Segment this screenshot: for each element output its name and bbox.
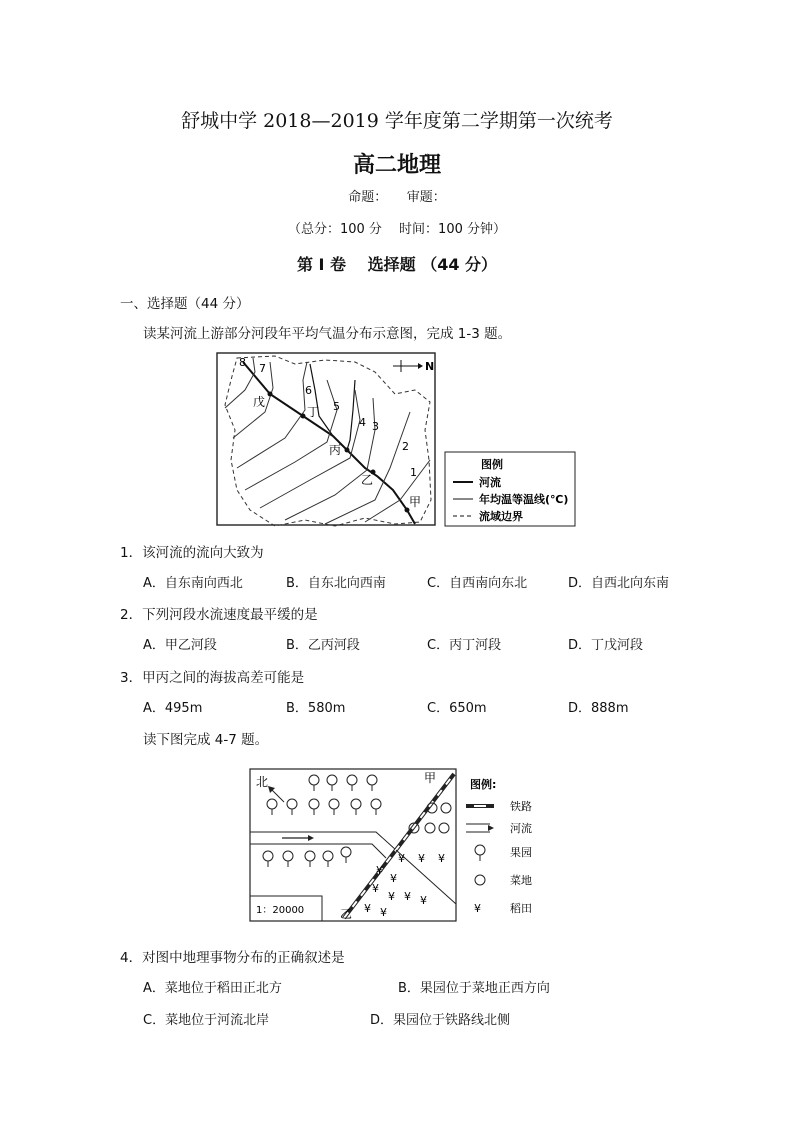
contour-label: 4 bbox=[359, 416, 366, 429]
intro-q4-7: 读下图完成 4-7 题。 bbox=[143, 732, 269, 748]
map2-legend-title: 图例: bbox=[470, 778, 497, 791]
river-flow-arrowhead bbox=[308, 835, 314, 841]
q3-option-b[interactable]: B．580m bbox=[286, 701, 346, 716]
legend-isotherm: 年均温等温线(℃) bbox=[479, 493, 569, 506]
contour-label: 7 bbox=[259, 362, 266, 375]
point-wu bbox=[268, 392, 273, 397]
point-label-jia: 甲 bbox=[409, 495, 422, 509]
q1-option-a[interactable]: A．自东南向西北 bbox=[143, 576, 243, 591]
question-2: 2．下列河段水流速度最平缓的是 bbox=[120, 607, 318, 623]
scale-label: 1：20000 bbox=[256, 905, 305, 916]
tributary-1 bbox=[310, 364, 333, 436]
svg-text:¥: ¥ bbox=[372, 882, 379, 895]
q4-option-d[interactable]: D．果园位于铁路线北侧 bbox=[370, 1013, 511, 1028]
river-isotherm-map bbox=[215, 350, 580, 530]
svg-text:¥: ¥ bbox=[390, 872, 397, 885]
north-label: 北 bbox=[256, 775, 269, 789]
contour-label: 5 bbox=[333, 400, 340, 413]
point-ding bbox=[301, 414, 306, 419]
q4-option-a[interactable]: A．菜地位于稻田正北方 bbox=[143, 981, 282, 996]
intro-q1-3: 读某河流上游部分河段年平均气温分布示意图，完成 1-3 题。 bbox=[143, 326, 512, 342]
q2-option-d[interactable]: D．丁戊河段 bbox=[568, 638, 644, 653]
q3-option-c[interactable]: C．650m bbox=[427, 701, 487, 716]
point-label-yi: 乙 bbox=[340, 907, 353, 921]
tributary-2 bbox=[347, 380, 355, 450]
q1-option-b[interactable]: B．自东北向西南 bbox=[286, 576, 386, 591]
contour-label: 8 bbox=[239, 356, 246, 369]
river-lower-bank bbox=[250, 844, 386, 858]
question-1: 1．该河流的流向大致为 bbox=[120, 545, 264, 561]
svg-text:¥: ¥ bbox=[404, 890, 411, 903]
land-use-map bbox=[248, 766, 548, 926]
exam-title: 舒城中学 2018—2019 学年度第二学期第一次统考 bbox=[181, 110, 613, 132]
contour-label: 1 bbox=[410, 466, 417, 479]
q3-option-a[interactable]: A．495m bbox=[143, 701, 203, 716]
legend-railway: 铁路 bbox=[510, 800, 532, 813]
q4-option-c[interactable]: C．菜地位于河流北岸 bbox=[143, 1013, 270, 1028]
q2-option-c[interactable]: C．丙丁河段 bbox=[427, 638, 502, 653]
legend-boundary: 流域边界 bbox=[479, 510, 523, 523]
legend-title: 图例 bbox=[481, 458, 503, 471]
svg-text:¥: ¥ bbox=[380, 906, 387, 919]
q3-option-d[interactable]: D．888m bbox=[568, 701, 629, 716]
legend-paddy-symbol: ¥ bbox=[474, 902, 481, 915]
contour-label: 6 bbox=[305, 384, 312, 397]
point-label-jia: 甲 bbox=[424, 771, 437, 785]
legend-paddy: 稻田 bbox=[510, 902, 532, 915]
q1-option-d[interactable]: D．自西北向东南 bbox=[568, 576, 670, 591]
orchard-symbols bbox=[263, 775, 381, 867]
point-bing bbox=[345, 448, 350, 453]
north-label: N bbox=[425, 360, 435, 373]
contour-label: 3 bbox=[372, 420, 379, 433]
north-arrow-icon bbox=[393, 360, 423, 372]
subject-title: 高二地理 bbox=[352, 153, 441, 178]
part-heading: 第 I 卷 选择题 （44 分） bbox=[296, 255, 498, 274]
authors-line: 命题： 审题： bbox=[348, 190, 446, 205]
point-label-ding: 丁 bbox=[307, 405, 320, 419]
paddy-symbols bbox=[364, 852, 445, 919]
legend-orchard-symbol bbox=[475, 845, 485, 855]
q4-option-b[interactable]: B．果园位于菜地正西方向 bbox=[398, 981, 550, 996]
svg-text:¥: ¥ bbox=[388, 890, 395, 903]
q1-option-c[interactable]: C．自西南向东北 bbox=[427, 576, 528, 591]
svg-text:¥: ¥ bbox=[398, 852, 405, 865]
q2-option-a[interactable]: A．甲乙河段 bbox=[143, 638, 217, 653]
svg-text:¥: ¥ bbox=[376, 864, 383, 877]
svg-text:¥: ¥ bbox=[364, 902, 371, 915]
q2-option-b[interactable]: B．乙丙河段 bbox=[286, 638, 360, 653]
legend-river: 河流 bbox=[479, 476, 501, 489]
svg-text:¥: ¥ bbox=[418, 852, 425, 865]
question-4: 4．对图中地理事物分布的正确叙述是 bbox=[120, 950, 345, 966]
svg-text:¥: ¥ bbox=[438, 852, 445, 865]
point-label-bing: 丙 bbox=[329, 443, 342, 457]
section-heading: 一、选择题（44 分） bbox=[120, 296, 250, 312]
legend-vegetable: 菜地 bbox=[510, 874, 532, 887]
legend-vegetable-symbol bbox=[475, 875, 485, 885]
question-3: 3．甲丙之间的海拔高差可能是 bbox=[120, 670, 305, 686]
contour-label: 2 bbox=[402, 440, 409, 453]
point-label-yi: 乙 bbox=[361, 473, 374, 487]
isotherm-1 bbox=[365, 460, 430, 522]
exam-info: （总分：100 分 时间：100 分钟） bbox=[287, 222, 507, 237]
legend-orchard: 果园 bbox=[510, 846, 532, 859]
point-label-wu: 戊 bbox=[253, 395, 266, 409]
svg-text:¥: ¥ bbox=[420, 894, 427, 907]
legend-river: 河流 bbox=[510, 822, 532, 835]
river-upper-bank bbox=[250, 832, 396, 850]
